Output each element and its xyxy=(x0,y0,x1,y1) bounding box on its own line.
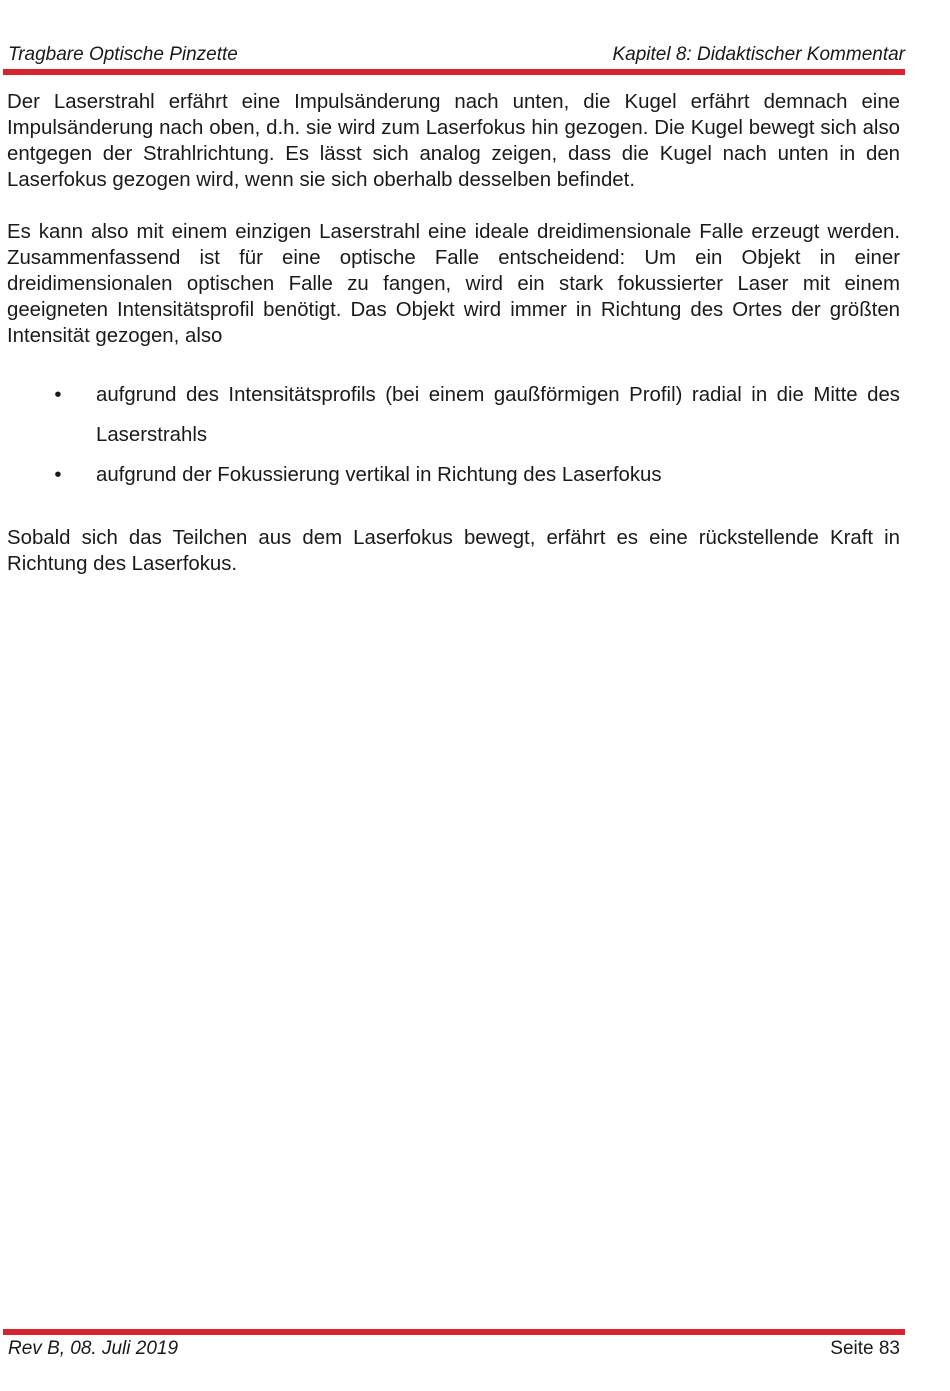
list-item-text: aufgrund der Fokussierung vertikal in Richtung des Laserfokus xyxy=(96,464,662,486)
bullet-icon: • xyxy=(54,464,62,486)
document-title: Tragbare Optische Pinzette xyxy=(8,44,238,65)
paragraph-1: Der Laserstrahl erfährt eine Impulsänderung nach unten, die Kugel erfährt demnach eine Impulsänderung nach oben, d.h. sie wird zum Laserfokus hin gezogen. Die Kugel bewegt sich also entgegen der Strahlrichtung. Es lässt sich analog zeigen, dass die Kugel nach unten in den Laserfokus gezogen wird, wenn sie sich oberhalb desselben befindet. xyxy=(7,91,900,191)
chapter-title: Kapitel 8: Didaktischer Kommentar xyxy=(612,44,905,65)
page-footer xyxy=(8,1336,900,1366)
paragraph-3: Sobald sich das Teilchen aus dem Laserfokus bewegt, erfährt es eine rückstellende Kraft in Richtung des Laserfokus. xyxy=(7,527,900,575)
bullet-list xyxy=(7,375,900,495)
list-item xyxy=(7,455,900,495)
list-item xyxy=(7,375,900,455)
list-item-text: aufgrund des Intensitätsprofils (bei einem gaußförmigen Profil) radial in die Mitte des Laserstrahls xyxy=(96,384,900,446)
footer-rule xyxy=(3,1329,905,1335)
page-body xyxy=(7,89,900,577)
revision-date: Rev B, 08. Juli 2019 xyxy=(8,1338,179,1359)
page-number: Seite 83 xyxy=(830,1338,900,1359)
paragraph-2: Es kann also mit einem einzigen Laserstrahl eine ideale dreidimensionale Falle erzeugt werden. Zusammenfassend ist für eine optische Falle entscheidend: Um ein Objekt in einer dreidimensionalen optischen Falle zu fangen, wird ein stark fokussierter Laser mit einem geeigneten Intensitätsprofil benötigt. Das Objekt wird immer in Richtung des Ortes der größten Intensität gezogen, also xyxy=(7,221,900,347)
bullet-icon: • xyxy=(54,384,62,406)
page-header xyxy=(8,42,905,72)
header-rule xyxy=(3,69,905,75)
